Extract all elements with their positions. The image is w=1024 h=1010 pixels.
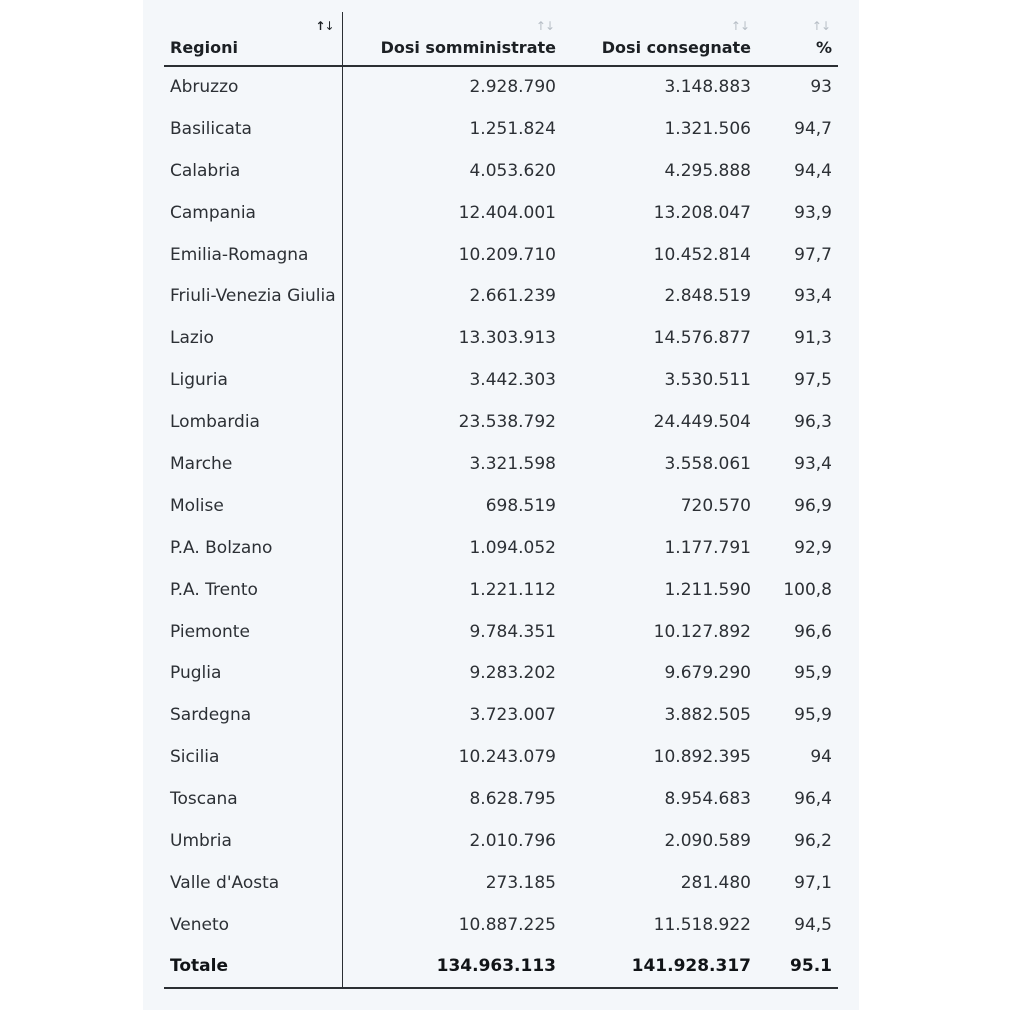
cell-dosi-somministrate: 10.243.079 <box>458 747 556 768</box>
cell-dosi-consegnate: 2.848.519 <box>664 286 751 307</box>
sort-down-arrow-icon: ↓ <box>544 19 554 33</box>
cell-region: Friuli-Venezia Giulia <box>164 275 342 317</box>
cell-percent: 94,5 <box>794 914 832 935</box>
cell-dosi-somministrate: 3.442.303 <box>469 370 556 391</box>
cell-dosi-somministrate: 1.251.824 <box>469 118 556 139</box>
cell-region: P.A. Bolzano <box>164 527 342 569</box>
sort-icon[interactable] <box>812 19 830 33</box>
cell-percent: 94,4 <box>794 160 832 181</box>
column-header-label: Dosi somministrate <box>380 38 556 57</box>
table-body <box>164 66 838 988</box>
table-row <box>164 611 838 653</box>
table-row <box>164 108 838 150</box>
cell-region: P.A. Trento <box>164 569 342 611</box>
cell-percent: 96,6 <box>794 621 832 642</box>
column-header-dosi-somministrate[interactable] <box>342 12 562 66</box>
cell-dosi-consegnate: 10.892.395 <box>653 747 751 768</box>
sort-up-arrow-icon: ↑ <box>535 19 545 33</box>
cell-percent: 96,9 <box>794 495 832 516</box>
cell-percent: 100,8 <box>783 579 832 600</box>
column-header-label: Dosi consegnate <box>601 38 751 57</box>
cell-dosi-somministrate: 2.928.790 <box>469 77 556 98</box>
table-row-total <box>164 946 838 988</box>
cell-dosi-consegnate: 720.570 <box>680 495 751 516</box>
cell-dosi-somministrate: 12.404.001 <box>458 202 556 223</box>
cell-percent: 97,7 <box>794 244 832 265</box>
table-header <box>164 12 838 66</box>
cell-dosi-consegnate: 2.090.589 <box>664 830 751 851</box>
cell-dosi-somministrate: 273.185 <box>485 872 556 893</box>
sort-down-arrow-icon: ↓ <box>820 19 830 33</box>
cell-region: Umbria <box>164 820 342 862</box>
cell-percent: 95.1 <box>757 946 838 988</box>
cell-dosi-somministrate: 134.963.113 <box>342 946 562 988</box>
cell-dosi-consegnate: 11.518.922 <box>653 914 751 935</box>
table-row <box>164 652 838 694</box>
cell-dosi-consegnate: 281.480 <box>680 872 751 893</box>
header-row <box>164 12 838 66</box>
cell-percent: 91,3 <box>794 328 832 349</box>
cell-dosi-consegnate: 3.148.883 <box>664 77 751 98</box>
table-row <box>164 150 838 192</box>
cell-percent: 92,9 <box>794 537 832 558</box>
sort-icon[interactable] <box>731 19 749 33</box>
table-row <box>164 317 838 359</box>
table-row <box>164 527 838 569</box>
table-row <box>164 192 838 234</box>
cell-percent: 93,9 <box>794 202 832 223</box>
column-header-regioni[interactable] <box>164 12 342 66</box>
sort-down-arrow-icon: ↓ <box>739 19 749 33</box>
cell-dosi-somministrate: 698.519 <box>485 495 556 516</box>
cell-dosi-consegnate: 1.177.791 <box>664 537 751 558</box>
cell-percent: 97,5 <box>794 370 832 391</box>
cell-dosi-consegnate: 3.882.505 <box>664 705 751 726</box>
table-row <box>164 569 838 611</box>
cell-dosi-consegnate: 10.127.892 <box>653 621 751 642</box>
sort-up-arrow-icon: ↑ <box>315 19 325 33</box>
cell-region: Puglia <box>164 652 342 694</box>
column-header-label: Regioni <box>170 38 238 57</box>
cell-dosi-somministrate: 1.221.112 <box>469 579 556 600</box>
cell-dosi-somministrate: 3.723.007 <box>469 705 556 726</box>
cell-region: Liguria <box>164 359 342 401</box>
cell-dosi-somministrate: 9.283.202 <box>469 663 556 684</box>
cell-region: Lazio <box>164 317 342 359</box>
cell-dosi-somministrate: 4.053.620 <box>469 160 556 181</box>
cell-percent: 93 <box>810 77 832 98</box>
table-row <box>164 485 838 527</box>
table-row <box>164 359 838 401</box>
cell-region: Campania <box>164 192 342 234</box>
table-row <box>164 275 838 317</box>
sort-down-arrow-icon: ↓ <box>324 19 334 33</box>
cell-region: Sardegna <box>164 694 342 736</box>
table-row <box>164 736 838 778</box>
cell-dosi-consegnate: 1.211.590 <box>664 579 751 600</box>
cell-dosi-somministrate: 1.094.052 <box>469 537 556 558</box>
cell-percent: 95,9 <box>794 663 832 684</box>
cell-region: Basilicata <box>164 108 342 150</box>
table-row <box>164 443 838 485</box>
cell-percent: 93,4 <box>794 286 832 307</box>
cell-region: Sicilia <box>164 736 342 778</box>
cell-region: Totale <box>164 946 342 988</box>
cell-percent: 96,2 <box>794 830 832 851</box>
cell-dosi-somministrate: 10.209.710 <box>458 244 556 265</box>
cell-dosi-somministrate: 13.303.913 <box>458 328 556 349</box>
cell-region: Molise <box>164 485 342 527</box>
cell-dosi-somministrate: 3.321.598 <box>469 453 556 474</box>
cell-percent: 96,3 <box>794 412 832 433</box>
cell-dosi-somministrate: 9.784.351 <box>469 621 556 642</box>
cell-dosi-somministrate: 8.628.795 <box>469 789 556 810</box>
table-row <box>164 401 838 443</box>
column-header-percent[interactable] <box>757 12 838 66</box>
cell-dosi-consegnate: 14.576.877 <box>653 328 751 349</box>
column-header-label: % <box>815 38 832 57</box>
table-row <box>164 862 838 904</box>
sort-icon[interactable] <box>315 19 333 33</box>
cell-dosi-consegnate: 13.208.047 <box>653 202 751 223</box>
cell-region: Toscana <box>164 778 342 820</box>
table-row <box>164 820 838 862</box>
cell-percent: 95,9 <box>794 705 832 726</box>
cell-percent: 93,4 <box>794 453 832 474</box>
cell-region: Valle d'Aosta <box>164 862 342 904</box>
cell-dosi-consegnate: 8.954.683 <box>664 789 751 810</box>
table-row <box>164 904 838 946</box>
cell-region: Veneto <box>164 904 342 946</box>
cell-dosi-consegnate: 3.530.511 <box>664 370 751 391</box>
table-row <box>164 66 838 108</box>
cell-region: Calabria <box>164 150 342 192</box>
cell-region: Piemonte <box>164 611 342 653</box>
cell-dosi-consegnate: 24.449.504 <box>653 412 751 433</box>
vaccine-doses-table <box>164 12 838 989</box>
cell-dosi-consegnate: 4.295.888 <box>664 160 751 181</box>
cell-dosi-consegnate: 1.321.506 <box>664 118 751 139</box>
cell-dosi-somministrate: 23.538.792 <box>458 412 556 433</box>
column-header-dosi-consegnate[interactable] <box>562 12 757 66</box>
sort-up-arrow-icon: ↑ <box>811 19 821 33</box>
table-row <box>164 234 838 276</box>
cell-dosi-somministrate: 2.010.796 <box>469 830 556 851</box>
cell-percent: 94 <box>810 747 832 768</box>
sort-up-arrow-icon: ↑ <box>730 19 740 33</box>
cell-dosi-consegnate: 3.558.061 <box>664 453 751 474</box>
cell-percent: 94,7 <box>794 118 832 139</box>
cell-percent: 97,1 <box>794 872 832 893</box>
cell-dosi-somministrate: 2.661.239 <box>469 286 556 307</box>
cell-region: Marche <box>164 443 342 485</box>
cell-dosi-consegnate: 9.679.290 <box>664 663 751 684</box>
cell-dosi-somministrate: 10.887.225 <box>458 914 556 935</box>
cell-region: Emilia-Romagna <box>164 234 342 276</box>
table-row <box>164 778 838 820</box>
sort-icon[interactable] <box>536 19 554 33</box>
cell-dosi-consegnate: 141.928.317 <box>562 946 757 988</box>
cell-percent: 96,4 <box>794 789 832 810</box>
cell-region: Abruzzo <box>164 66 342 108</box>
cell-dosi-consegnate: 10.452.814 <box>653 244 751 265</box>
table-row <box>164 694 838 736</box>
cell-region: Lombardia <box>164 401 342 443</box>
